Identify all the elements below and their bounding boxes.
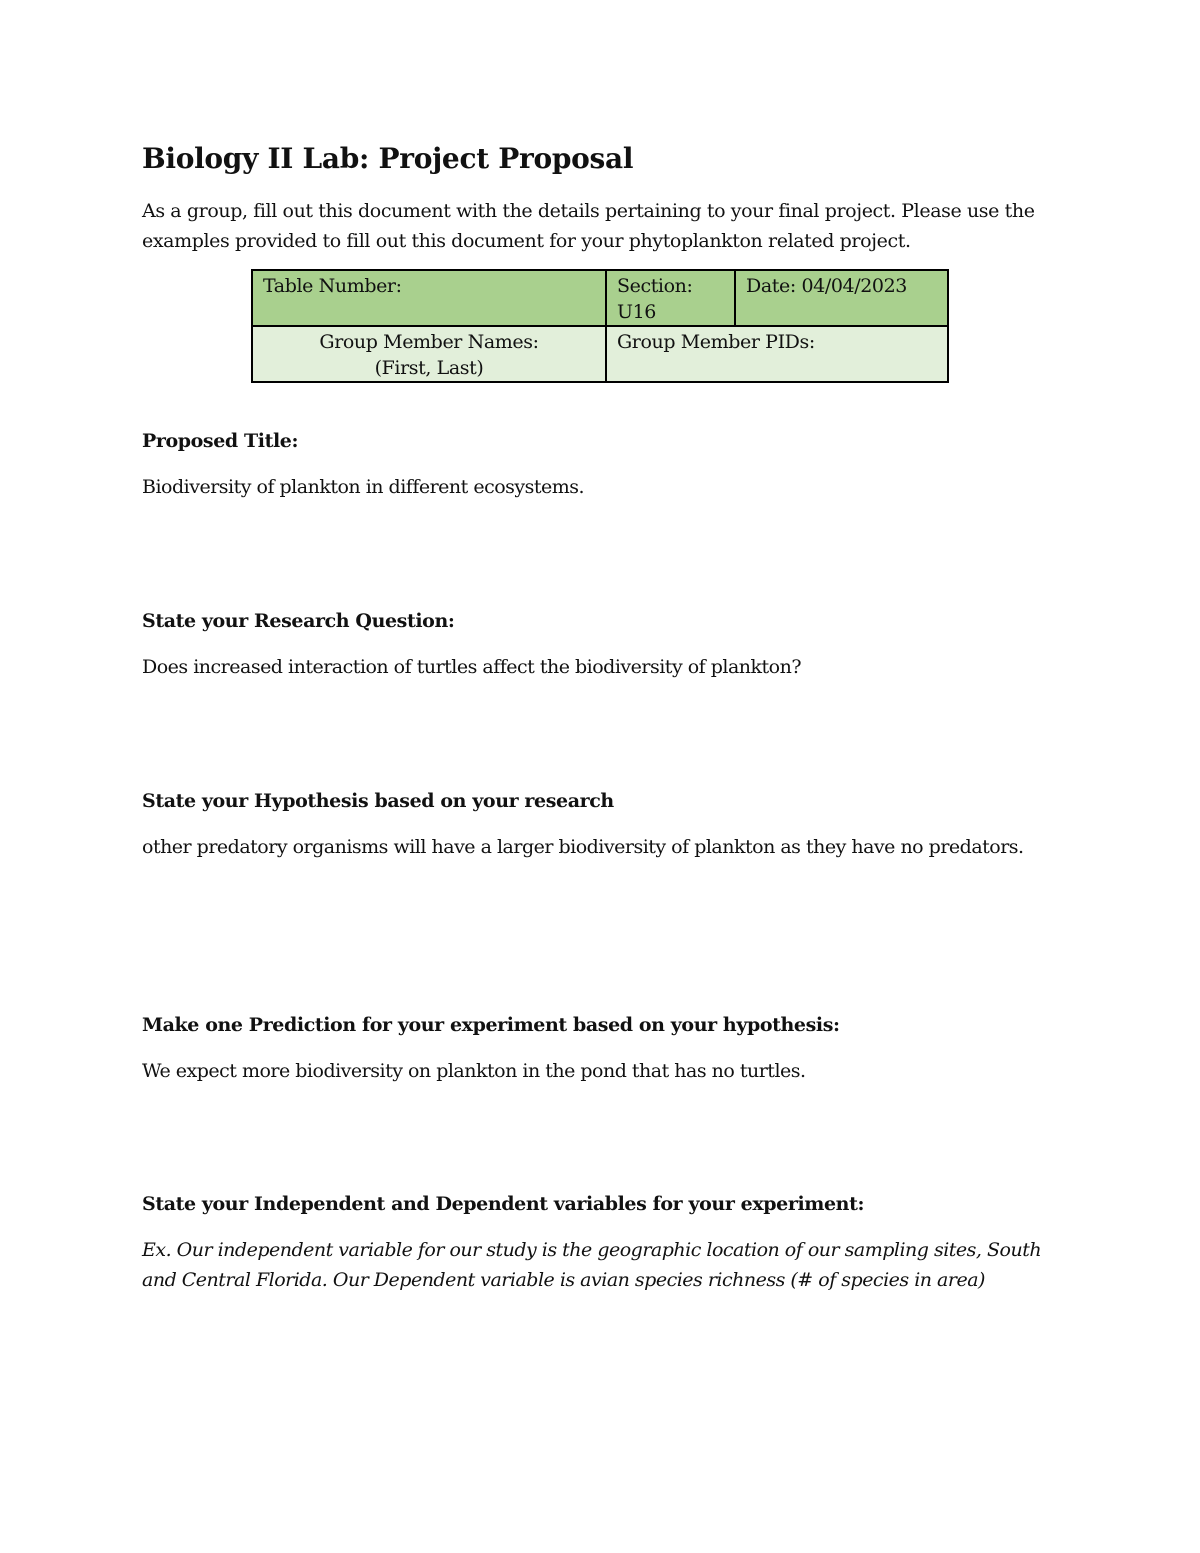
prediction-heading: Make one Prediction for your experiment based on your hypothesis: — [142, 1014, 840, 1036]
member-pids-cell[interactable] — [606, 326, 948, 382]
member-names-cell[interactable] — [252, 326, 606, 382]
prediction-answer[interactable]: We expect more biodiversity on plankton in the pond that has no turtles. — [142, 1060, 806, 1082]
member-names-hint: (First, Last) — [374, 357, 484, 379]
date-cell[interactable] — [735, 270, 948, 326]
intro-paragraph: As a group, fill out this document with the details pertaining to your final project. Please use the examples provided to fill out this document for your phytoplankton related project. — [142, 200, 1035, 252]
table-number-cell[interactable] — [252, 270, 606, 326]
research-question-answer[interactable]: Does increased interaction of turtles affect the biodiversity of plankton? — [142, 656, 802, 678]
table-row — [252, 326, 948, 382]
research-question-heading: State your Research Question: — [142, 610, 455, 632]
section-label: Section: — [617, 275, 693, 297]
member-pids-label: Group Member PIDs: — [617, 331, 815, 353]
variables-heading: State your Independent and Dependent variables for your experiment: — [142, 1193, 865, 1215]
hypothesis-heading: State your Hypothesis based on your research — [142, 790, 614, 812]
section-value: U16 — [617, 301, 656, 323]
proposed-title-answer[interactable]: Biodiversity of plankton in different ecosystems. — [142, 476, 585, 498]
table-number-label: Table Number: — [263, 275, 402, 297]
hypothesis-answer[interactable]: other predatory organisms will have a larger biodiversity of plankton as they have no predators. — [142, 836, 1024, 858]
variables-answer[interactable]: Ex. Our independent variable for our study is the geographic location of our sampling sites, South and Central Florida. Our Dependent variable is avian species richness (# of species in area) — [142, 1239, 1042, 1291]
section-cell[interactable] — [606, 270, 735, 326]
member-names-label: Group Member Names: — [319, 331, 539, 353]
group-info-table — [251, 269, 949, 383]
proposed-title-heading: Proposed Title: — [142, 430, 299, 452]
table-row — [252, 270, 948, 326]
date-label: Date: 04/04/2023 — [746, 275, 907, 297]
document-title: Biology II Lab: Project Proposal — [142, 142, 634, 175]
